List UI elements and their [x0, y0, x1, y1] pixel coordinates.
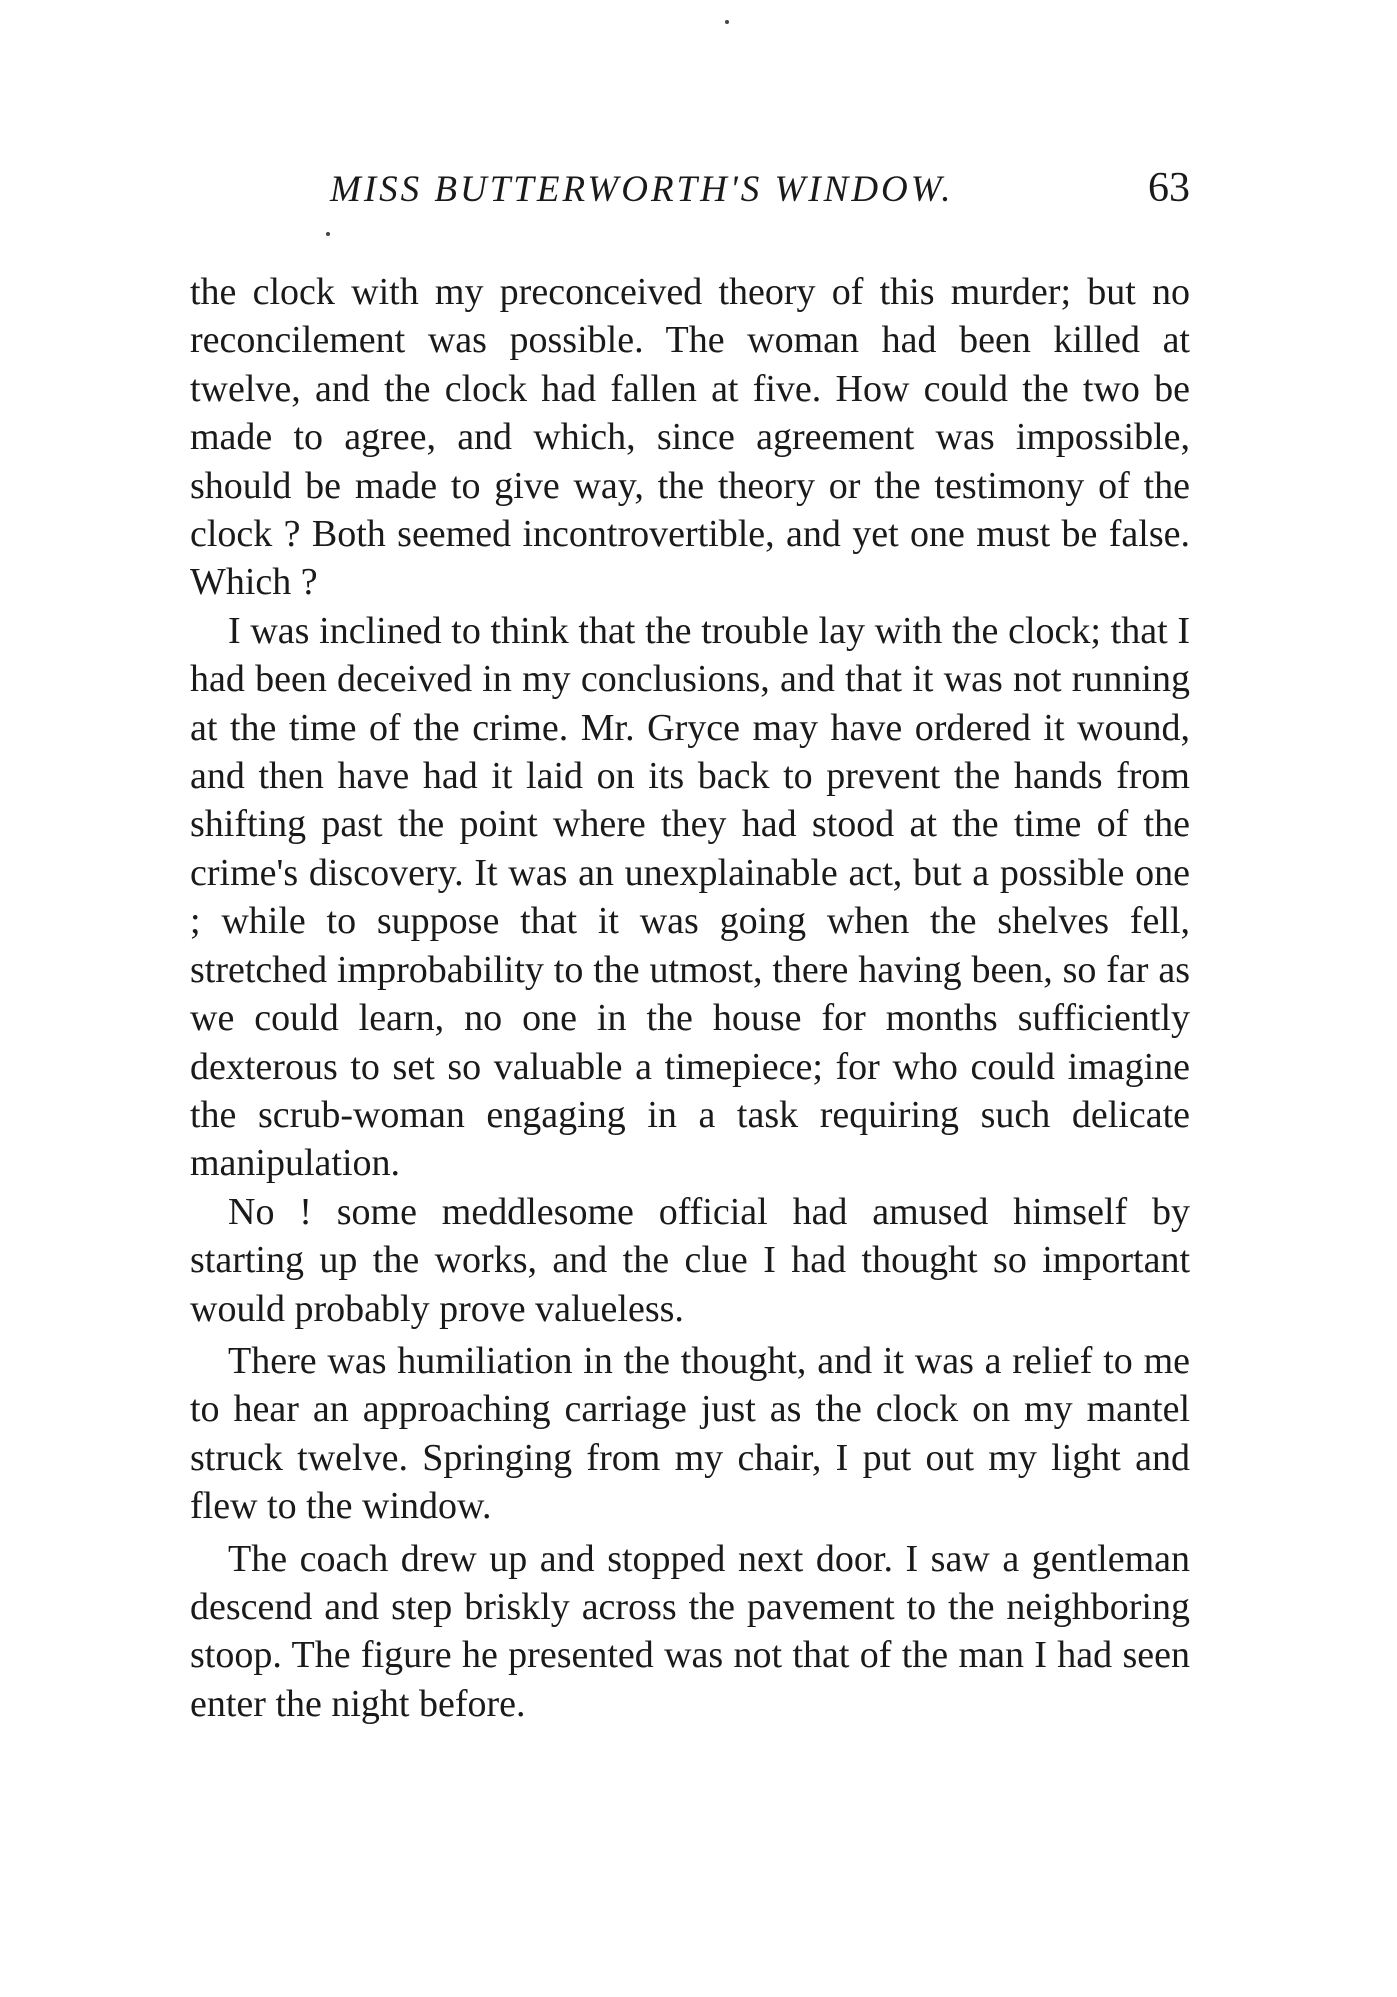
paragraph: The coach drew up and stopped next door. I saw a gentleman descend and step briskly across the pavement to the neighboring stoop. The figure he presented was not that of the man I had seen enter the night before.: [190, 1537, 1190, 1725]
paragraph: There was humiliation in the thought, and it was a relief to me to hear an approaching carriage just as the clock on my mantel struck twelve. Springing from my chair, I put out my light and flew to the window.: [190, 1339, 1190, 1528]
page-speck: [326, 232, 330, 236]
page-header: [190, 165, 1190, 228]
body-text: [190, 268, 1190, 1728]
page-speck: [725, 20, 729, 24]
paragraph: No ! some meddlesome official had amused himself by starting up the works, and the clue I had thought so important would probably prove valueless.: [190, 1190, 1190, 1330]
paragraph: the clock with my preconceived theory of this murder; but no reconcilement was possible. The woman had been killed at twelve, and the clock had fallen at five. How could the two be made to agree, and which, since agreement was impossible, should be made to give way, the theory or the testimony of the clock ? Both seemed incontrovertible, and yet one must be false. Which ?: [190, 271, 1190, 604]
running-title: MISS BUTTERWORTH'S WINDOW.: [330, 169, 954, 210]
page-number: 63: [1148, 165, 1190, 211]
paragraph: I was inclined to think that the trouble lay with the clock; that I had been deceived in my conclusions, and that it was not running at the time of the crime. Mr. Gryce may have ordered it wound, and then have had it laid on its back to prevent the hands from shifting past the point where they had stood at the time of the crime's discovery. It was an unexplainable act, but a possible one ; while to suppose that it was going when the shelves fell, stretched improbability to the utmost, there having been, so far as we could learn, no one in the house for months sufficiently dexterous to set so valuable a timepiece; for who could imagine the scrub-woman engaging in a task requiring such delicate manipulation.: [190, 609, 1190, 1185]
